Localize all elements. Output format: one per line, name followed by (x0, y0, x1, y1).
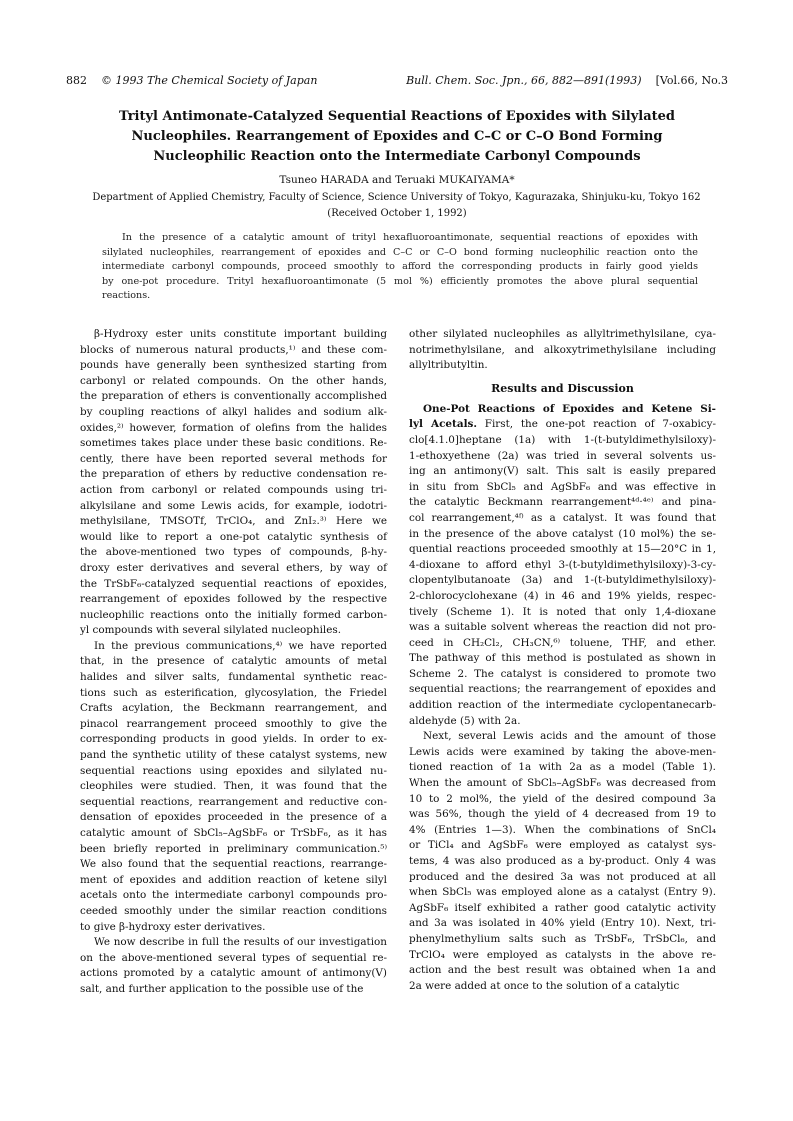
body-text-line: when SbCl₅ was employed alone as a catalyst (Entry 9). (409, 886, 716, 899)
body-text-line: droxy ester derivatives and several ethers, by way of (80, 561, 387, 574)
subsection-heading-cont: lyl Acetals. (409, 418, 477, 431)
body-text-line: pinacol rearrangement proceed smoothly to give the (80, 717, 387, 730)
abstract-line: In the presence of a catalytic amount of trityl hexafluoroantimonate, sequential reactions of epoxides with (122, 232, 698, 243)
body-text-line: addition reaction of the intermediate cyclopentanecarb- (409, 699, 716, 712)
body-text-line: nucleophilic reactions onto the initially formed carbon- (80, 608, 387, 621)
body-text-line: produced and the desired 3a was not produced at all (409, 870, 716, 883)
body-text-line: TrClO₄ were employed as catalysts in the above re- (409, 948, 716, 961)
paper-title (66, 107, 728, 167)
title-line: Trityl Antimonate-Catalyzed Sequential Reactions of Epoxides with Silylated (118, 109, 676, 124)
body-text-line: 4-dioxane to afford ethyl 3-(t-butyldimethylsiloxy)-3-cy- (409, 558, 716, 571)
body-text-line: The pathway of this method is postulated as shown in (409, 652, 716, 665)
body-text-line: clopentylbutanoate (3a) and 1-(t-butyldimethylsiloxy)- (409, 574, 716, 587)
body-text-line: Lewis acids were examined by taking the above-men- (409, 745, 716, 758)
body-text-line: pand the synthetic utility of these catalyst systems, new (80, 749, 387, 762)
body-text-line: was 56%, though the yield of 4 decreased from 19 to (409, 808, 716, 821)
body-text-line: col rearrangement,⁴ᶠ⁾ as a catalyst. It was found that (409, 511, 716, 524)
affiliation: Department of Applied Chemistry, Faculty of Science, Science University of Tokyo, Kagurazaka, Shinjuku-ku, Tokyo 162 (92, 192, 701, 203)
body-text-line: sequential reactions using epoxides and silylated nu- (80, 764, 387, 777)
body-text-line: methylsilane, TMSOTf, TrClO₄, and ZnI₂.³⁾ Here we (80, 515, 387, 528)
journal-citation: Bull. Chem. Soc. Jpn., 66, 882—891(1993) (406, 74, 642, 87)
body-text-line: In the previous communications,⁴⁾ we have reported (94, 639, 387, 652)
abstract-line: silylated nucleophiles, rearrangement of epoxides and C–C or C–O bond forming nucleophilic reaction onto the (102, 246, 698, 258)
body-text-line: 4% (Entries 1—3). When the combinations of SnCl₄ (409, 823, 716, 836)
body-text-line: in the presence of the above catalyst (10 mol%) the se- (409, 527, 716, 540)
body-text-line: and 3a was isolated in 40% yield (Entry 10). Next, tri- (409, 917, 716, 930)
right-column-body (409, 417, 716, 994)
body-text-line: pounds have generally been synthesized starting from (80, 359, 387, 372)
body-text-line: sequential reactions, rearrangement and reductive con- (80, 795, 387, 808)
body-text-line: action from carbonyl or related compounds using tri- (80, 483, 387, 496)
running-header (66, 74, 728, 90)
body-text-line: actions promoted by a catalytic amount of antimony(V) (80, 967, 387, 980)
subsection-heading: One-Pot Reactions of Epoxides and Ketene Si- (423, 402, 716, 415)
body-text-line: oxides,²⁾ however, formation of olefins from the halides (80, 421, 387, 434)
abstract-line: reactions. (102, 290, 151, 302)
body-text-line: would like to report a one-pot catalytic synthesis of (80, 530, 387, 543)
title-line: Nucleophiles. Rearrangement of Epoxides and C–C or C–O Bond Forming (131, 129, 663, 144)
received-date: (Received October 1, 1992) (327, 208, 467, 219)
body-text-line: the above-mentioned two types of compounds, β-hy- (80, 546, 387, 559)
body-text-line: by coupling reactions of alkyl halides and sodium alk- (80, 405, 387, 418)
body-text-line: or TiCl₄ and AgSbF₆ were employed as catalyst sys- (409, 839, 716, 852)
body-text-line: alkylsilane and some Lewis acids, for example, iodotri- (80, 499, 387, 512)
body-text-line: clo[4.1.0]heptane (1a) with 1-(t-butyldimethylsiloxy)- (409, 433, 716, 446)
body-text-line: 10 to 2 mol%, the yield of the desired compound 3a (409, 792, 716, 805)
body-text-line: AgSbF₆ itself exhibited a rather good catalytic activity (409, 901, 716, 914)
body-text-line: corresponding products in good yields. In order to ex- (80, 733, 387, 746)
body-text-line: 2-chlorocyclohexane (4) in 46 and 19% yields, respec- (409, 589, 716, 602)
body-text-line: halides and silver salts, fundamental synthetic reac- (80, 671, 387, 684)
body-text-line: tioned reaction of 1a with 2a as a model (Table 1). (409, 761, 716, 774)
body-text-line: 2a were added at once to the solution of a catalytic (409, 979, 680, 992)
body-text-line: cleophiles were studied. Then, it was found that the (80, 780, 387, 793)
body-text-line: on the above-mentioned several types of sequential re- (80, 951, 387, 964)
copyright: © 1993 The Chemical Society of Japan (101, 74, 318, 87)
body-text-line: Crafts acylation, the Beckmann rearrangement, and (80, 702, 387, 715)
body-text-line: 1-ethoxyethene (2a) was tried in several solvents us- (409, 449, 716, 462)
right-column-intro (409, 327, 716, 374)
header-left (66, 74, 317, 87)
title-line: Nucleophilic Reaction onto the Intermediate Carbonyl Compounds (153, 149, 641, 164)
body-text-line: β-Hydroxy ester units constitute important building (94, 328, 387, 340)
body-text-line: salt, and further application to the possible use of the (80, 982, 364, 995)
body-text-line: catalytic amount of SbCl₅–AgSbF₆ or TrSbF₆, as it has (80, 827, 387, 839)
body-text-line: We now describe in full the results of our investigation (94, 936, 387, 949)
volume-info: [Vol.66, No.3 (655, 74, 728, 87)
body-text-line: been briefly reported in preliminary communication.⁵⁾ (80, 842, 387, 855)
page-number: 882 (66, 74, 87, 87)
body-text-line: We also found that the sequential reactions, rearrange- (80, 858, 387, 871)
body-text-line: was a suitable solvent whereas the reaction did not pro- (409, 621, 716, 634)
body-text-line: yl compounds with several silylated nucleophiles. (80, 624, 342, 637)
body-text-line: blocks of numerous natural products,¹⁾ and these com- (80, 343, 387, 356)
body-text-line: ing an antimony(V) salt. This salt is easily prepared (409, 465, 716, 478)
body-text-line: to give β-hydroxy ester derivatives. (80, 920, 266, 933)
body-text-line: cently, there have been reported several methods for (80, 452, 387, 465)
body-text-line: that, in the presence of catalytic amounts of metal (80, 655, 387, 668)
body-text-line: aldehyde (5) with 2a. (409, 714, 521, 727)
body-text: First, the one-pot reaction of 7-oxabicy- (476, 418, 716, 431)
body-text-line: phenylmethylium salts such as TrSbF₆, TrSbCl₆, and (409, 932, 716, 945)
body-text-line: ment of epoxides and addition reaction of ketene silyl (80, 873, 387, 886)
body-text-line: tions such as esterification, glycosylation, the Friedel (80, 686, 387, 699)
body-text-line: ceed in CH₂Cl₂, CH₃CN,⁶⁾ toluene, THF, and ether. (409, 636, 716, 649)
body-text-line: in situ from SbCl₅ and AgSbF₆ and was effective in (409, 480, 716, 493)
body-text-line: ceeded smoothly under the similar reaction conditions (80, 904, 387, 917)
abstract-line: intermediate carbonyl compounds, proceed smoothly to afford the corresponding products in fairly good yields (102, 261, 698, 273)
body-text-line: the preparation of ethers by reductive condensation re- (80, 468, 387, 481)
body-text-line: Next, several Lewis acids and the amount of those (423, 730, 716, 743)
body-text-line: tively (Scheme 1). It is noted that only 1,4-dioxane (409, 605, 716, 618)
abstract-line: by one-pot procedure. Trityl hexafluoroantimonate (5 mol %) efficiently promotes the above plural sequential (102, 275, 698, 287)
body-text-line: tems, 4 was also produced as a by-product. Only 4 was (409, 855, 716, 867)
header-right (406, 74, 728, 87)
body-text-line: other silylated nucleophiles as allyltrimethylsilane, cya- (409, 328, 716, 340)
body-text-line: acetals onto the intermediate carbonyl compounds pro- (80, 889, 387, 902)
section-heading: Results and Discussion (491, 381, 634, 395)
body-text-line: Scheme 2. The catalyst is considered to promote two (409, 667, 716, 680)
body-text-line: sequential reactions; the rearrangement of epoxides and (409, 683, 716, 696)
body-text-line: sometimes takes place under these basic conditions. Re- (80, 437, 387, 450)
body-text-line (409, 417, 716, 433)
body-text-line: rearrangement of epoxides followed by the respective (80, 593, 387, 606)
right-column (409, 327, 716, 994)
body-text-line: the TrSbF₆-catalyzed sequential reactions of epoxides, (80, 577, 387, 590)
body-text-line: the catalytic Beckmann rearrangement⁴ᵈ·⁴ᵉ⁾ and pina- (409, 496, 716, 509)
body-text-line: carbonyl or related compounds. On the other hands, (80, 374, 387, 387)
body-text-line: quential reactions proceeded smoothly at 15—20°C in 1, (409, 543, 716, 556)
body-text-line: densation of epoxides proceeded in the presence of a (80, 811, 387, 824)
body-text-line: action and the best result was obtained when 1a and (409, 964, 716, 977)
body-text-line: notrimethylsilane, and alkoxytrimethylsilane including (409, 343, 716, 356)
body-text-line: allyltributyltin. (409, 359, 488, 372)
subsection-heading-line (409, 402, 716, 418)
abstract (102, 231, 698, 304)
body-text-line: the preparation of ethers is conventionally accomplished (80, 390, 387, 403)
authors: Tsuneo HARADA and Teruaki MUKAIYAMA* (279, 174, 515, 186)
left-column (80, 327, 387, 998)
body-text-line: When the amount of SbCl₅–AgSbF₆ was decreased from (409, 777, 716, 790)
